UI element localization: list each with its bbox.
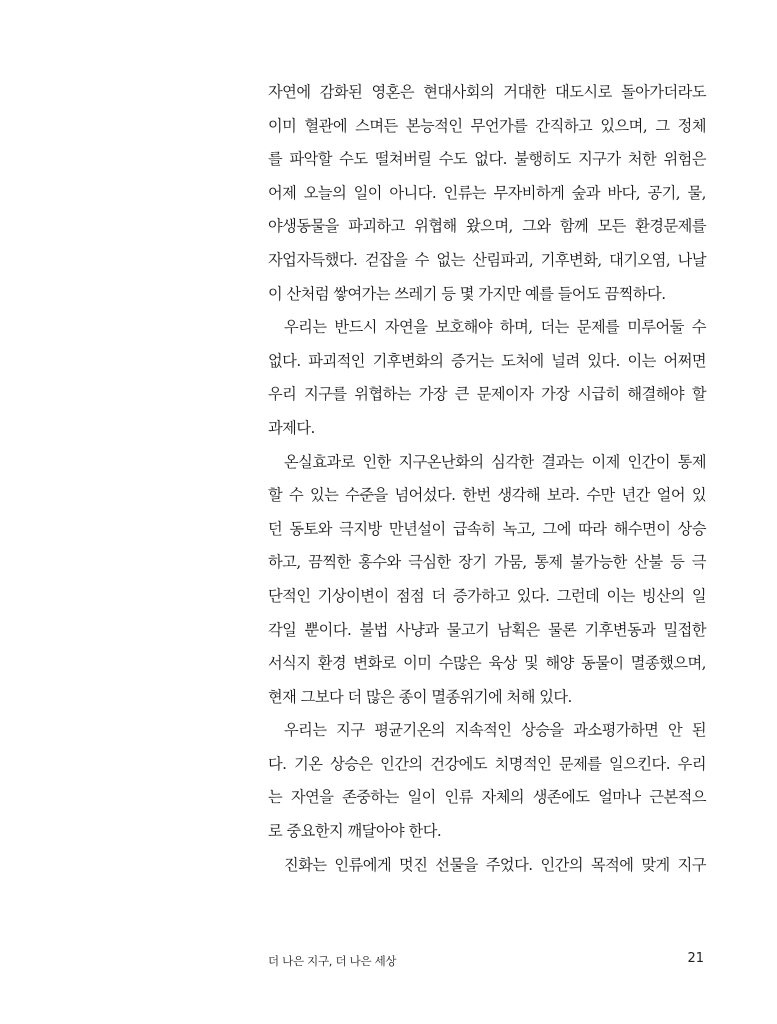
text-line: 이미 혈관에 스며든 본능적인 무언가를 간직하고 있으며, 그 정체 xyxy=(268,116,706,135)
text-line: 어제 오늘의 일이 아니다. 인류는 무자비하게 숲과 바다, 공기, 물, xyxy=(268,183,706,202)
text-line: 단적인 기상이변이 점점 더 증가하고 있다. 그런데 이는 빙산의 일 xyxy=(268,586,706,605)
text-line: 각일 뿐이다. 불법 사냥과 물고기 남획은 물론 기후변동과 밀접한 xyxy=(268,620,706,639)
paragraph-start-line: 우리는 지구 평균기온의 지속적인 상승을 과소평가하면 안 된 xyxy=(284,721,706,740)
text-line: 우리 지구를 위협하는 가장 큰 문제이자 가장 시급히 해결해야 할 xyxy=(268,385,706,404)
paragraph-start-line: 진화는 인류에게 멋진 선물을 주었다. 인간의 목적에 맞게 지구 xyxy=(284,855,706,874)
text-line: 과제다. xyxy=(268,418,315,437)
text-line: 현재 그보다 더 많은 종이 멸종위기에 처해 있다. xyxy=(268,687,572,706)
text-line: 를 파악할 수도 떨쳐버릴 수도 없다. 불행히도 지구가 처한 위험은 xyxy=(268,150,706,169)
text-line: 없다. 파괴적인 기후변화의 증거는 도처에 널려 있다. 이는 어쩌면 xyxy=(268,351,706,370)
text-line: 서식지 환경 변화로 이미 수많은 육상 및 해양 동물이 멸종했으며, xyxy=(268,654,706,673)
text-line: 이 산처럼 쌓여가는 쓰레기 등 몇 가지만 예를 들어도 끔찍하다. xyxy=(268,284,666,303)
text-line: 자업자득했다. 걷잡을 수 없는 산림파괴, 기후변화, 대기오염, 나날 xyxy=(268,250,706,269)
paragraph-start-line: 우리는 반드시 자연을 보호해야 하며, 더는 문제를 미루어둘 수 xyxy=(284,318,706,337)
paragraph-start-line: 온실효과로 인한 지구온난화의 심각한 결과는 이제 인간이 통제 xyxy=(284,452,706,471)
body-text xyxy=(268,76,706,882)
text-line: 야생동물을 파괴하고 위협해 왔으며, 그와 함께 모든 환경문제를 xyxy=(268,217,706,236)
page-number: 21 xyxy=(687,951,704,966)
text-line: 는 자연을 존중하는 일이 인류 자체의 생존에도 얼마나 근본적으 xyxy=(268,788,706,807)
text-line: 자연에 감화된 영혼은 현대사회의 거대한 대도시로 돌아가더라도 xyxy=(268,83,706,101)
text-line: 하고, 끔찍한 홍수와 극심한 장기 가뭄, 통제 불가능한 산불 등 극 xyxy=(268,553,706,572)
text-line: 던 동토와 극지방 만년설이 급속히 녹고, 그에 따라 해수면이 상승 xyxy=(268,519,706,538)
text-line: 할 수 있는 수준을 넘어섰다. 한번 생각해 보라. 수만 년간 얼어 있 xyxy=(268,486,706,505)
text-line: 로 중요한지 깨달아야 한다. xyxy=(268,822,442,841)
running-footer-title: 더 나은 지구, 더 나은 세상 xyxy=(268,954,397,968)
text-line: 다. 기온 상승은 인간의 건강에도 치명적인 문제를 일으킨다. 우리 xyxy=(268,754,706,773)
